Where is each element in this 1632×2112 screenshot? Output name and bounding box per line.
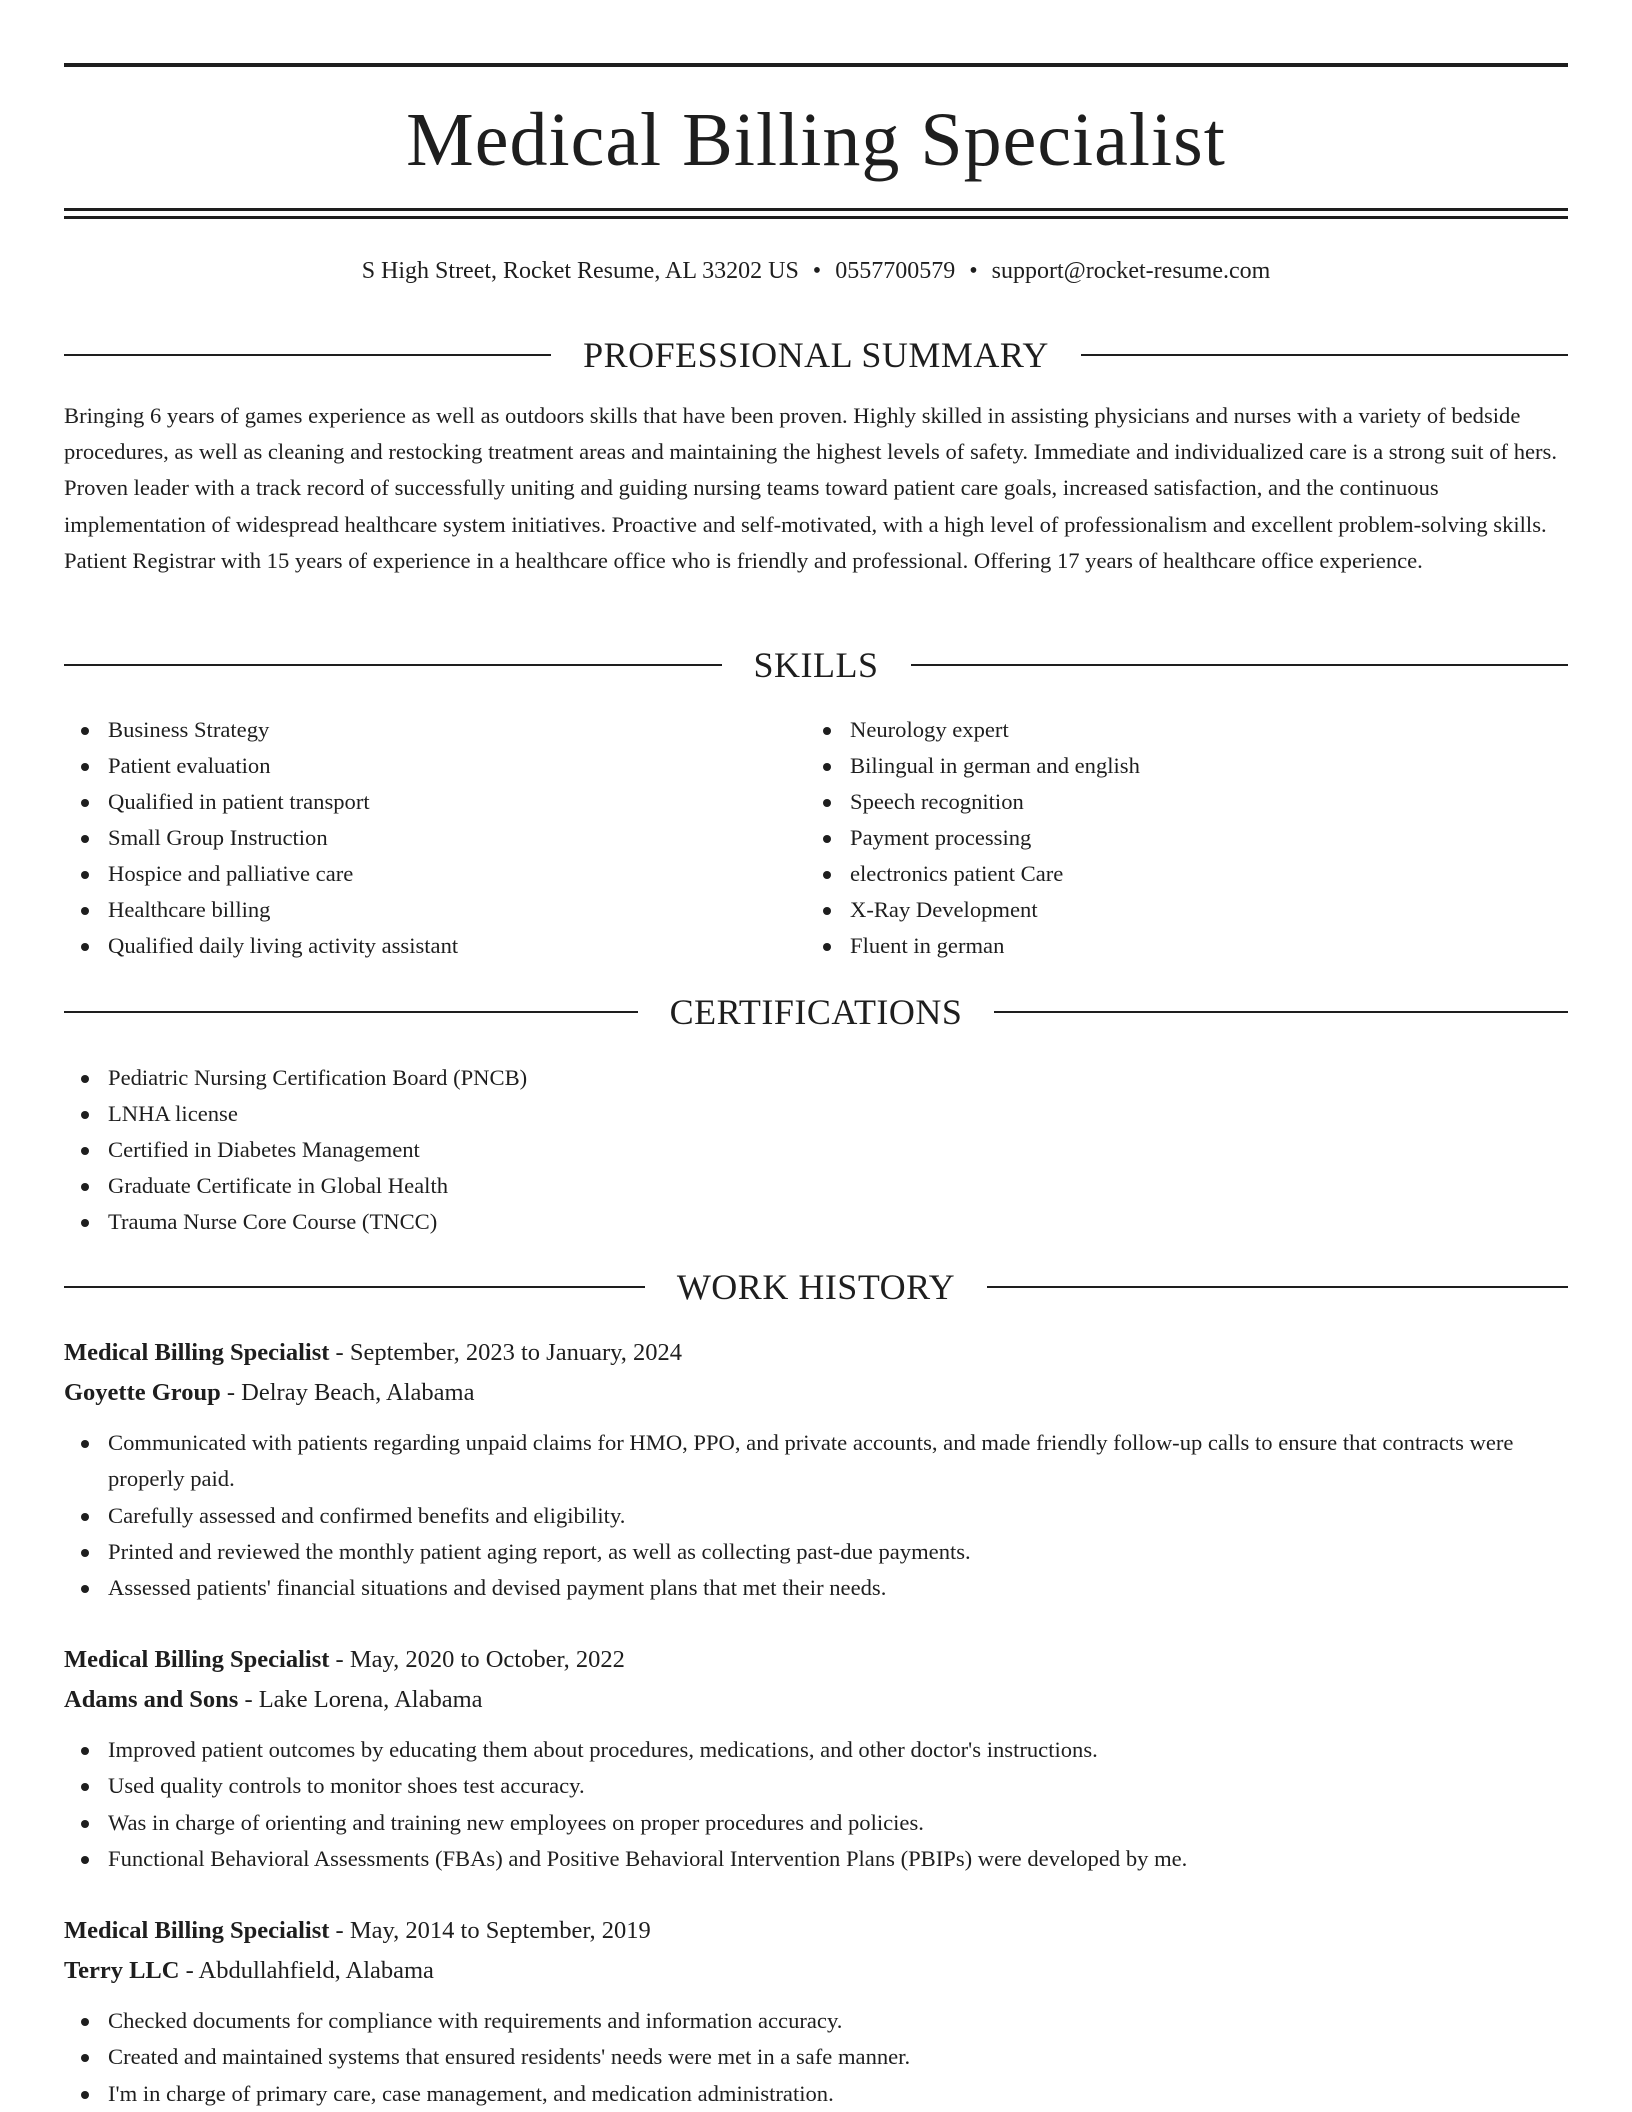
skills-list-right: [806, 712, 1546, 964]
title-rule-lower: [64, 216, 1568, 219]
job-duty: Communicated with patients regarding unpaid claims for HMO, PPO, and private accounts, and made friendly follow-up calls to ensure that contracts were properly paid.: [64, 1425, 1568, 1498]
skill-item: Patient evaluation: [64, 748, 804, 784]
job-duty: Checked documents for compliance with requirements and information accuracy.: [64, 2003, 1568, 2039]
job-duty: Created and maintained systems that ensured residents' needs were met in a safe manner.: [64, 2039, 1568, 2075]
contact-line: [64, 254, 1568, 288]
certifications-list: [64, 1060, 1568, 1240]
job-company-line: [64, 1373, 1568, 1413]
job-role-line: [64, 1911, 1568, 1951]
job-duties: [64, 1425, 1568, 1606]
job-duty: Assessed patients' financial situations and devised payment plans that met their needs.: [64, 1570, 1568, 1606]
skill-item: Qualified daily living activity assistant: [64, 928, 804, 964]
section-heading-certifications: [64, 990, 1568, 1034]
job-duties: [64, 2003, 1568, 2112]
job-role: Medical Billing Specialist: [64, 1646, 330, 1673]
skill-item: Small Group Instruction: [64, 820, 804, 856]
certification-item: Certified in Diabetes Management: [64, 1132, 1568, 1168]
job-role: Medical Billing Specialist: [64, 1339, 330, 1366]
job-entry: [64, 1640, 1568, 1877]
contact-phone: 0557700579: [835, 258, 956, 284]
skill-item: Speech recognition: [806, 784, 1546, 820]
job-role-line: [64, 1333, 1568, 1373]
job-duty: Used quality controls to monitor shoes test accuracy.: [64, 1768, 1568, 1804]
job-location: - Abdullahfield, Alabama: [179, 1957, 434, 1984]
section-heading-summary: [64, 333, 1568, 377]
certification-item: Pediatric Nursing Certification Board (PNCB): [64, 1060, 1568, 1096]
section-heading-work-history: [64, 1265, 1568, 1309]
job-role: Medical Billing Specialist: [64, 1917, 330, 1944]
skill-item: electronics patient Care: [806, 856, 1546, 892]
skill-item: Fluent in german: [806, 928, 1546, 964]
section-title: SKILLS: [753, 645, 879, 685]
skill-item: Neurology expert: [806, 712, 1546, 748]
job-company-line: [64, 1951, 1568, 1991]
job-company: Goyette Group: [64, 1379, 221, 1406]
job-company: Adams and Sons: [64, 1686, 239, 1713]
heading-rule: [64, 1286, 645, 1288]
job-dates: - September, 2023 to January, 2024: [329, 1339, 683, 1366]
job-location: - Delray Beach, Alabama: [220, 1379, 475, 1406]
heading-rule: [987, 1286, 1568, 1288]
job-dates: - May, 2014 to September, 2019: [329, 1917, 651, 1944]
section-title: CERTIFICATIONS: [669, 992, 963, 1032]
resume-title: Medical Billing Specialist: [406, 98, 1226, 182]
skill-item: Qualified in patient transport: [64, 784, 804, 820]
section-title: WORK HISTORY: [676, 1267, 956, 1307]
section-title: PROFESSIONAL SUMMARY: [583, 335, 1049, 375]
job-duties: [64, 1732, 1568, 1877]
heading-rule: [911, 664, 1569, 666]
heading-rule: [994, 1011, 1568, 1013]
contact-separator: •: [812, 258, 822, 284]
job-duty: Functional Behavioral Assessments (FBAs) and Positive Behavioral Intervention Plans (PBIPs) were developed by me.: [64, 1841, 1568, 1877]
skill-item: Bilingual in german and english: [806, 748, 1546, 784]
job-company: Terry LLC: [64, 1957, 180, 1984]
job-entry: [64, 1333, 1568, 1606]
job-role-line: [64, 1640, 1568, 1680]
skill-item: Payment processing: [806, 820, 1546, 856]
certification-item: Graduate Certificate in Global Health: [64, 1168, 1568, 1204]
heading-rule: [64, 1011, 638, 1013]
job-location: - Lake Lorena, Alabama: [238, 1686, 483, 1713]
skill-item: Healthcare billing: [64, 892, 804, 928]
job-dates: - May, 2020 to October, 2022: [329, 1646, 625, 1673]
summary-text: Bringing 6 years of games experience as well as outdoors skills that have been proven. Highly skilled in assisting physicians and nurses with a variety of bedside procedures, as well as cleaning and restocking treatment areas and maintaining the highest levels of safety. Immediate and individualized care is a strong suit of hers. Proven leader with a track record of successfully uniting and guiding nursing teams toward patient care goals, increased satisfaction, and the continuous implementation of widespread healthcare system initiatives. Proactive and self-motivated, with a high level of professionalism and excellent problem-solving skills. Patient Registrar with 15 years of experience in a healthcare office who is friendly and professional. Offering 17 years of healthcare office experience.: [64, 403, 1557, 573]
job-entry: [64, 1911, 1568, 2112]
heading-rule: [64, 664, 722, 666]
job-duty: Printed and reviewed the monthly patient aging report, as well as collecting past-due payments.: [64, 1534, 1568, 1570]
section-heading-skills: [64, 643, 1568, 687]
certification-item: LNHA license: [64, 1096, 1568, 1132]
job-company-line: [64, 1680, 1568, 1720]
skill-item: X-Ray Development: [806, 892, 1546, 928]
job-duty: Was in charge of orienting and training new employees on proper procedures and policies.: [64, 1805, 1568, 1841]
top-rule: [64, 63, 1568, 67]
job-duty: I'm in charge of primary care, case management, and medication administration.: [64, 2076, 1568, 2112]
skill-item: Business Strategy: [64, 712, 804, 748]
heading-rule: [64, 354, 551, 356]
contact-address: S High Street, Rocket Resume, AL 33202 US: [361, 258, 799, 284]
title-rule-upper: [64, 208, 1568, 211]
certification-item: Trauma Nurse Core Course (TNCC): [64, 1204, 1568, 1240]
job-duty: Carefully assessed and confirmed benefits and eligibility.: [64, 1498, 1568, 1534]
skill-item: Hospice and palliative care: [64, 856, 804, 892]
contact-separator: •: [969, 258, 978, 284]
heading-rule: [1081, 354, 1568, 356]
skills-list-left: [64, 712, 804, 964]
job-duty: Improved patient outcomes by educating them about procedures, medications, and other doctor's instructions.: [64, 1732, 1568, 1768]
contact-email: support@rocket-resume.com: [991, 258, 1271, 284]
